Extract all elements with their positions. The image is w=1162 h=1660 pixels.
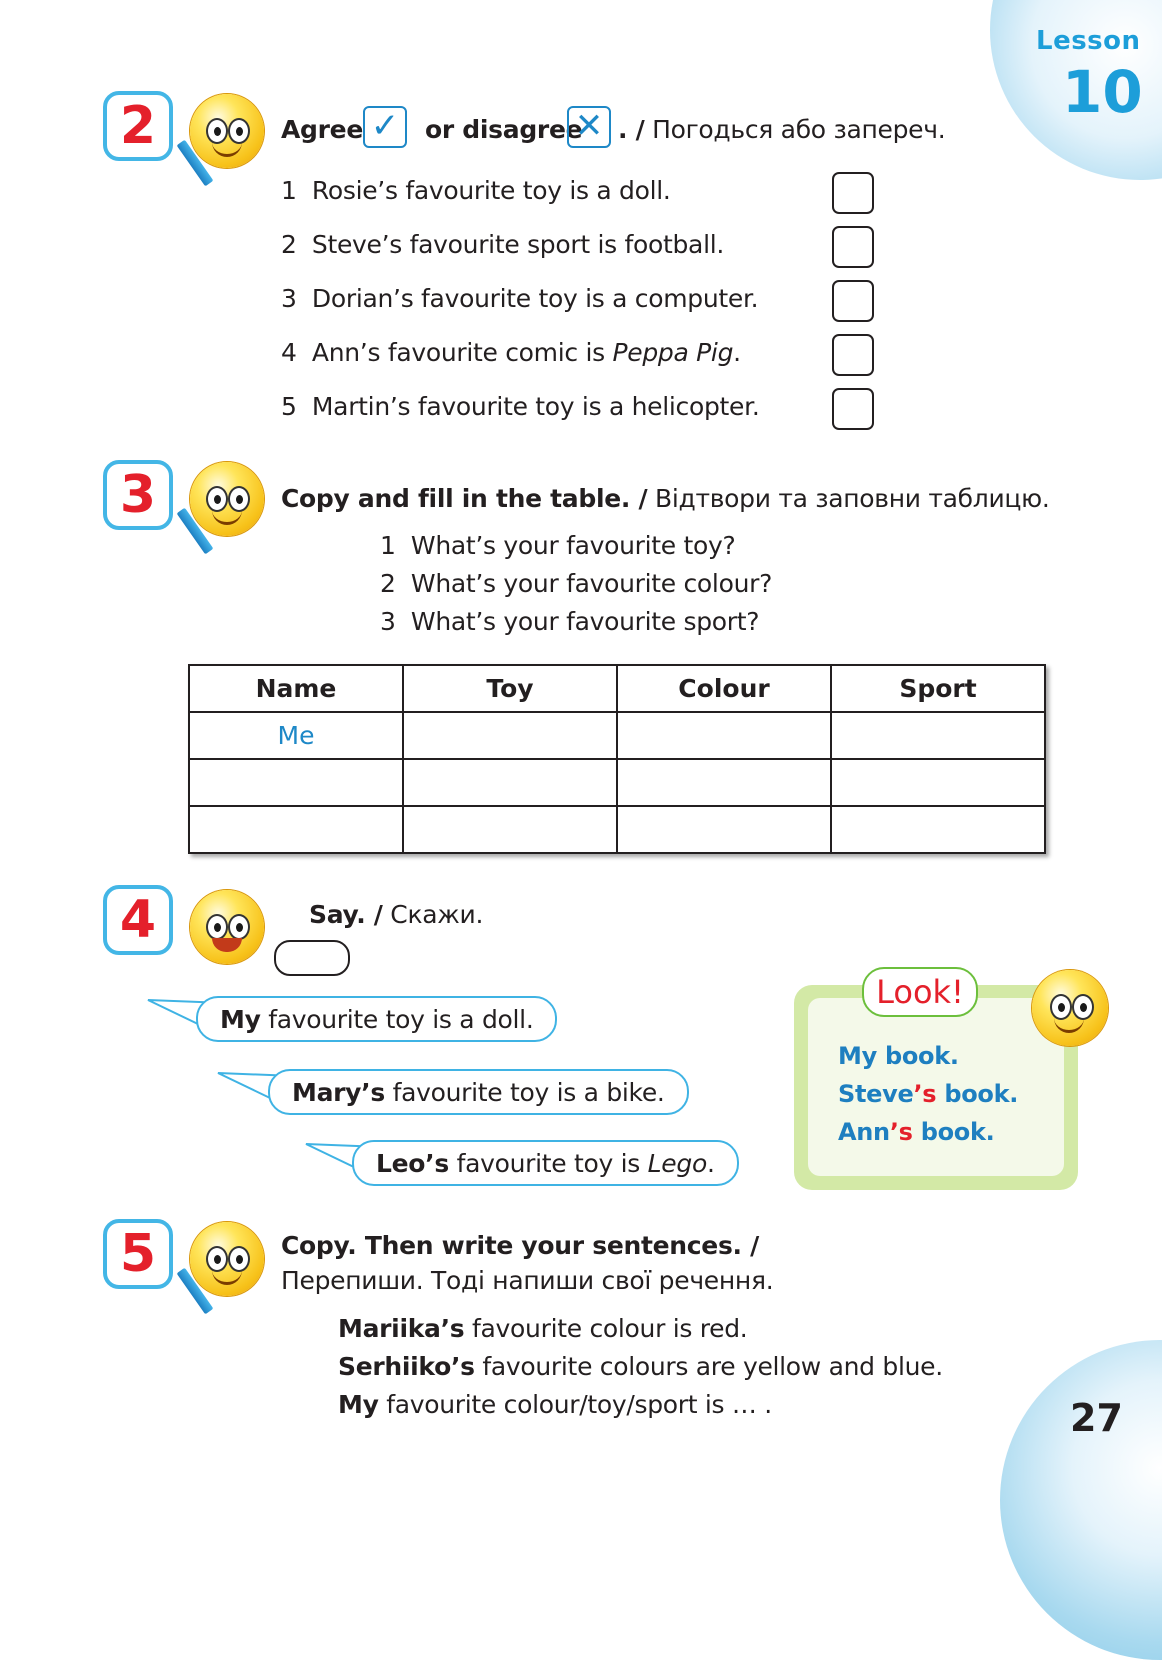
lesson-label: Lesson [1036, 26, 1141, 56]
answer-checkbox-5[interactable] [832, 388, 874, 430]
exercise-2-instruction [281, 115, 363, 144]
favourites-table [188, 664, 1046, 854]
look-line-3: Ann’s book. [838, 1118, 995, 1146]
speech-bubble-2: Mary’s favourite toy is a bike. [268, 1069, 689, 1115]
exercise-5-instruction: Copy. Then write your sentences. / [281, 1231, 759, 1260]
exercise-2-instruction-ua: . / Погодься або запереч. [618, 115, 946, 144]
speech-bubble-icon [274, 940, 350, 976]
header-sport: Sport [831, 665, 1045, 712]
smiley-writing-icon [190, 1222, 264, 1296]
exercise-2-number: 2 [103, 91, 173, 161]
look-line-2: Steve’s book. [838, 1080, 1019, 1108]
speech-bubble-3: Leo’s favourite toy is Lego . [352, 1140, 739, 1186]
question-1: 1 What’s your favourite toy? [380, 531, 736, 560]
table-cell[interactable] [831, 759, 1045, 806]
disagree-text: or disagree [425, 115, 583, 144]
exercise-5-instruction-ua: Перепиши. Тоді напиши свої речення. [281, 1266, 774, 1295]
example-line-3: My favourite colour/toy/sport is … . [338, 1390, 772, 1419]
statement-1: 1 Rosie’s favourite toy is a doll. [281, 176, 671, 205]
statement-4: 4 Ann’s favourite comic is Peppa Pig. [281, 338, 741, 367]
page-number-background [1000, 1340, 1162, 1660]
answer-checkbox-1[interactable] [832, 172, 874, 214]
question-2: 2 What’s your favourite colour? [380, 569, 773, 598]
header-colour: Colour [617, 665, 831, 712]
table-cell[interactable] [403, 806, 617, 853]
smiley-writing-icon [190, 94, 264, 168]
example-line-2: Serhiiko’s favourite colours are yellow and blue. [338, 1352, 943, 1381]
lesson-number: 10 [1062, 58, 1143, 126]
exercise-4-number: 4 [103, 885, 173, 955]
smiley-talking-icon [190, 890, 264, 964]
table-cell[interactable] [403, 759, 617, 806]
speech-bubble-1: My favourite toy is a doll. [196, 996, 557, 1042]
table-cell[interactable] [831, 806, 1045, 853]
table-cell[interactable] [189, 806, 403, 853]
header-toy: Toy [403, 665, 617, 712]
table-header-row [189, 665, 1045, 712]
table-row [189, 806, 1045, 853]
statement-3: 3 Dorian’s favourite toy is a computer. [281, 284, 759, 313]
cross-mark-icon: ✕ [567, 106, 611, 148]
answer-checkbox-2[interactable] [832, 226, 874, 268]
page-number: 27 [1070, 1396, 1123, 1440]
table-cell[interactable] [403, 712, 617, 759]
agree-label: Agree [281, 115, 363, 144]
look-line-1: My book. [838, 1042, 959, 1070]
table-cell[interactable] [617, 759, 831, 806]
example-line-1: Mariika’s favourite colour is red. [338, 1314, 748, 1343]
answer-checkbox-3[interactable] [832, 280, 874, 322]
table-cell[interactable] [831, 712, 1045, 759]
smiley-pointing-icon [1032, 970, 1108, 1046]
question-3: 3 What’s your favourite sport? [380, 607, 760, 636]
statement-2: 2 Steve’s favourite sport is football. [281, 230, 725, 259]
look-title: Look! [862, 967, 978, 1017]
table-cell[interactable] [617, 806, 831, 853]
exercise-5-number: 5 [103, 1219, 173, 1289]
table-cell-name: Me [189, 712, 403, 759]
table-cell[interactable] [189, 759, 403, 806]
check-mark-icon: ✓ [363, 106, 407, 148]
exercise-4-instruction: Say. / Скажи. [309, 900, 484, 929]
table-cell[interactable] [617, 712, 831, 759]
smiley-writing-icon [190, 462, 264, 536]
table-row [189, 759, 1045, 806]
header-name: Name [189, 665, 403, 712]
answer-checkbox-4[interactable] [832, 334, 874, 376]
statement-5: 5 Martin’s favourite toy is a helicopter. [281, 392, 760, 421]
exercise-3-number: 3 [103, 460, 173, 530]
exercise-3-instruction: Copy and fill in the table. / Відтвори та заповни таблицю. [281, 484, 1050, 513]
table-row [189, 712, 1045, 759]
